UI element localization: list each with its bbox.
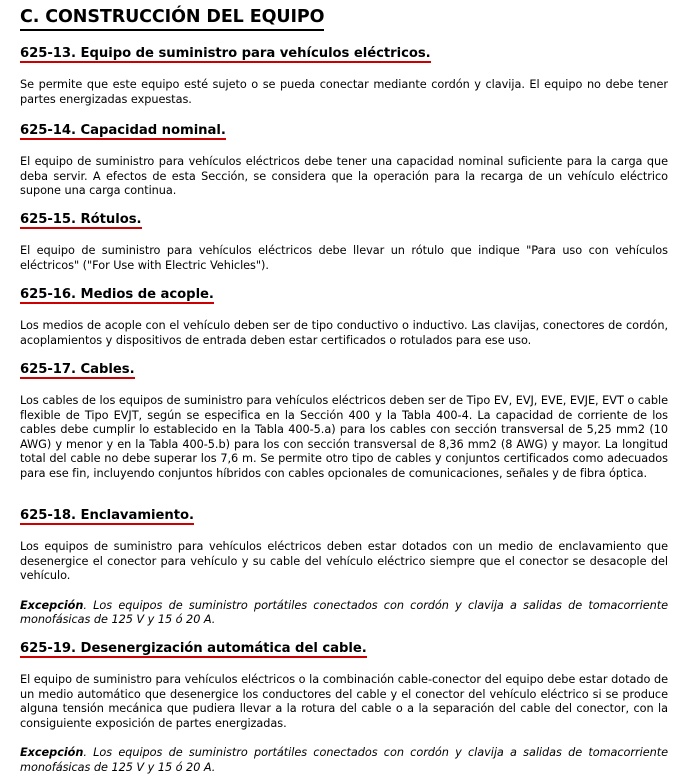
section-heading: 625-18. Enclavamiento.	[20, 508, 194, 523]
section-body: Los cables de los equipos de suministro para vehículos eléctricos deben ser de Tipo EV, EVJ, EVE, EVJE, EVT o cable flexible de Tipo EVJT, según se especifica en la Sección 400 y la Tabla 400-4. La capacidad de corriente de los cables debe cumplir lo establecido en la Tabla 400-5.a) para los cables con sección transversal de 5,25 mm2 (10 AWG) y menor y en la Tabla 400-5.b) para los con sección transversal de 8,36 mm2 (8 AWG) y mayor. La longitud total del cable no debe superar los 7,6 m. Se permite otro tipo de cables y conjuntos certificados como adecuados para ese fin, incluyendo conjuntos híbridos con cables opcionales de comunicaciones, señales y de fibra óptica.	[20, 394, 668, 480]
section-body: Los medios de acople con el vehículo deben ser de tipo conductivo o inductivo. Las clavijas, conectores de cordón, acoplamientos y dispositivos de entrada deben estar certificados o rotulados para ese uso.	[20, 319, 668, 347]
exception-text: . Los equipos de suministro portátiles conectados con cordón y clavija a salidas de tomacorriente monofásicas de 125 V y 15 ó 20 A.	[20, 598, 668, 627]
section-body: El equipo de suministro para vehículos eléctricos o la combinación cable-conector del equipo debe estar dotado de un medio automático que desenergice los conductores del cable y el conector del vehículo eléctrico si se produce alguna tensión mecánica que pudiera llevar a la rotura del cable o a la separación del cable del conector, con la consiguiente exposición de partes energizadas.	[20, 673, 668, 730]
section-heading: 625-17. Cables.	[20, 362, 135, 377]
section-heading: 625-15. Rótulos.	[20, 212, 142, 227]
section-625-14	[20, 119, 668, 199]
section-625-17	[20, 358, 668, 482]
exception-label: Excepción	[20, 746, 84, 760]
page-title	[20, 0, 668, 31]
section-body: El equipo de suministro para vehículos eléctricos debe tener una capacidad nominal suficiente para la carga que deba servir. A efectos de esta Sección, se considera que la operación para la recarga de un vehículo eléctrico supone una carga continua.	[20, 155, 668, 198]
section-heading: 625-19. Desenergización automática del cable.	[20, 641, 367, 656]
exception-label: Excepción	[20, 598, 84, 612]
section-625-15	[20, 208, 668, 273]
section-heading: 625-13. Equipo de suministro para vehículos eléctricos.	[20, 46, 431, 61]
section-625-18	[20, 504, 668, 628]
exception-text: . Los equipos de suministro portátiles conectados con cordón y clavija a salidas de tomacorriente monofásicas de 125 V y 15 ó 20 A.	[20, 746, 668, 774]
section-625-13	[20, 42, 668, 107]
exception-note	[20, 746, 668, 775]
section-heading: 625-16. Medios de acople.	[20, 287, 214, 302]
section-body: Los equipos de suministro para vehículos eléctricos deben estar dotados con un medio de enclavamiento que desenergice el conector para vehículo y su cable del vehículo eléctrico siempre que el conector se desacople del vehículo.	[20, 540, 668, 583]
exception-note	[20, 599, 668, 628]
section-625-19	[20, 637, 668, 776]
section-heading: 625-14. Capacidad nominal.	[20, 123, 226, 138]
section-body: Se permite que este equipo esté sujeto o se pueda conectar mediante cordón y clavija. El equipo no debe tener partes energizadas expuestas.	[20, 78, 668, 106]
section-body: El equipo de suministro para vehículos eléctricos debe llevar un rótulo que indique "Para uso con vehículos eléctricos" ("For Use with Electric Vehicles").	[20, 244, 668, 272]
page-title-text: C. CONSTRUCCIÓN DEL EQUIPO	[20, 7, 324, 31]
section-625-16	[20, 283, 668, 348]
document-page	[20, 0, 668, 774]
